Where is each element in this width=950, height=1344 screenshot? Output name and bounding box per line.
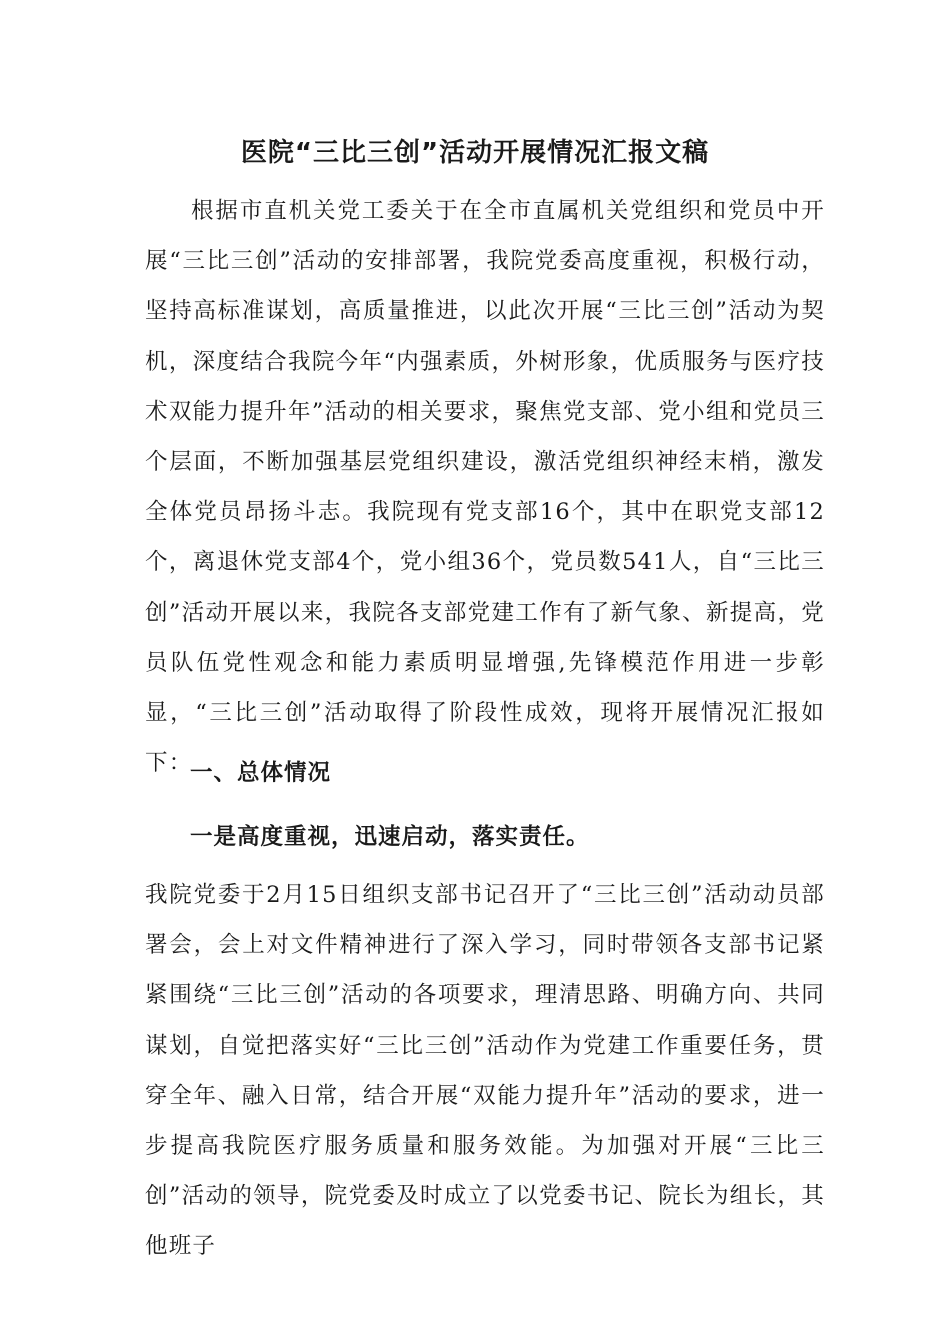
subsection-heading: 一是高度重视，迅速启动，落实责任。 xyxy=(190,824,590,850)
document-title: 医院“三比三创”活动开展情况汇报文稿 xyxy=(240,138,710,168)
section-heading: 一、总体情况 xyxy=(190,760,332,786)
body-paragraph: 我院党委于2月15日组织支部书记召开了“三比三创”活动动员部署会，会上对文件精神进行了深入学习，同时带领各支部书记紧紧围绕“三比三创”活动的各项要求，理清思路、明确方向、共同谋划，自觉把落实好“三比三创”活动作为党建工作重要任务，贯穿全年、融入日常，结合开展“双能力提升年”活动的要求，进一步提高我院医疗服务质量和服务效能。为加强对开展“三比三创”活动的领导，院党委及时成立了以党委书记、院长为组长，其他班子 xyxy=(145,882,825,1260)
intro-paragraph: 根据市直机关党工委关于在全市直属机关党组织和党员中开展“三比三创”活动的安排部署，我院党委高度重视，积极行动，坚持高标准谋划，高质量推进，以此次开展“三比三创”活动为契机，深度结合我院今年“内强素质，外树形象，优质服务与医疗技术双能力提升年”活动的相关要求，聚焦党支部、党小组和党员三个层面，不断加强基层党组织建设，激活党组织神经末梢，激发全体党员昂扬斗志。我院现有党支部16个，其中在职党支部12个，离退休党支部4个，党小组36个，党员数541人，自“三比三创”活动开展以来，我院各支部党建工作有了新气象、新提高，党员队伍党性观念和能力素质明显增强,先锋模范作用进一步彰显，“三比三创”活动取得了阶段性成效，现将开展情况汇报如下： xyxy=(145,198,825,777)
